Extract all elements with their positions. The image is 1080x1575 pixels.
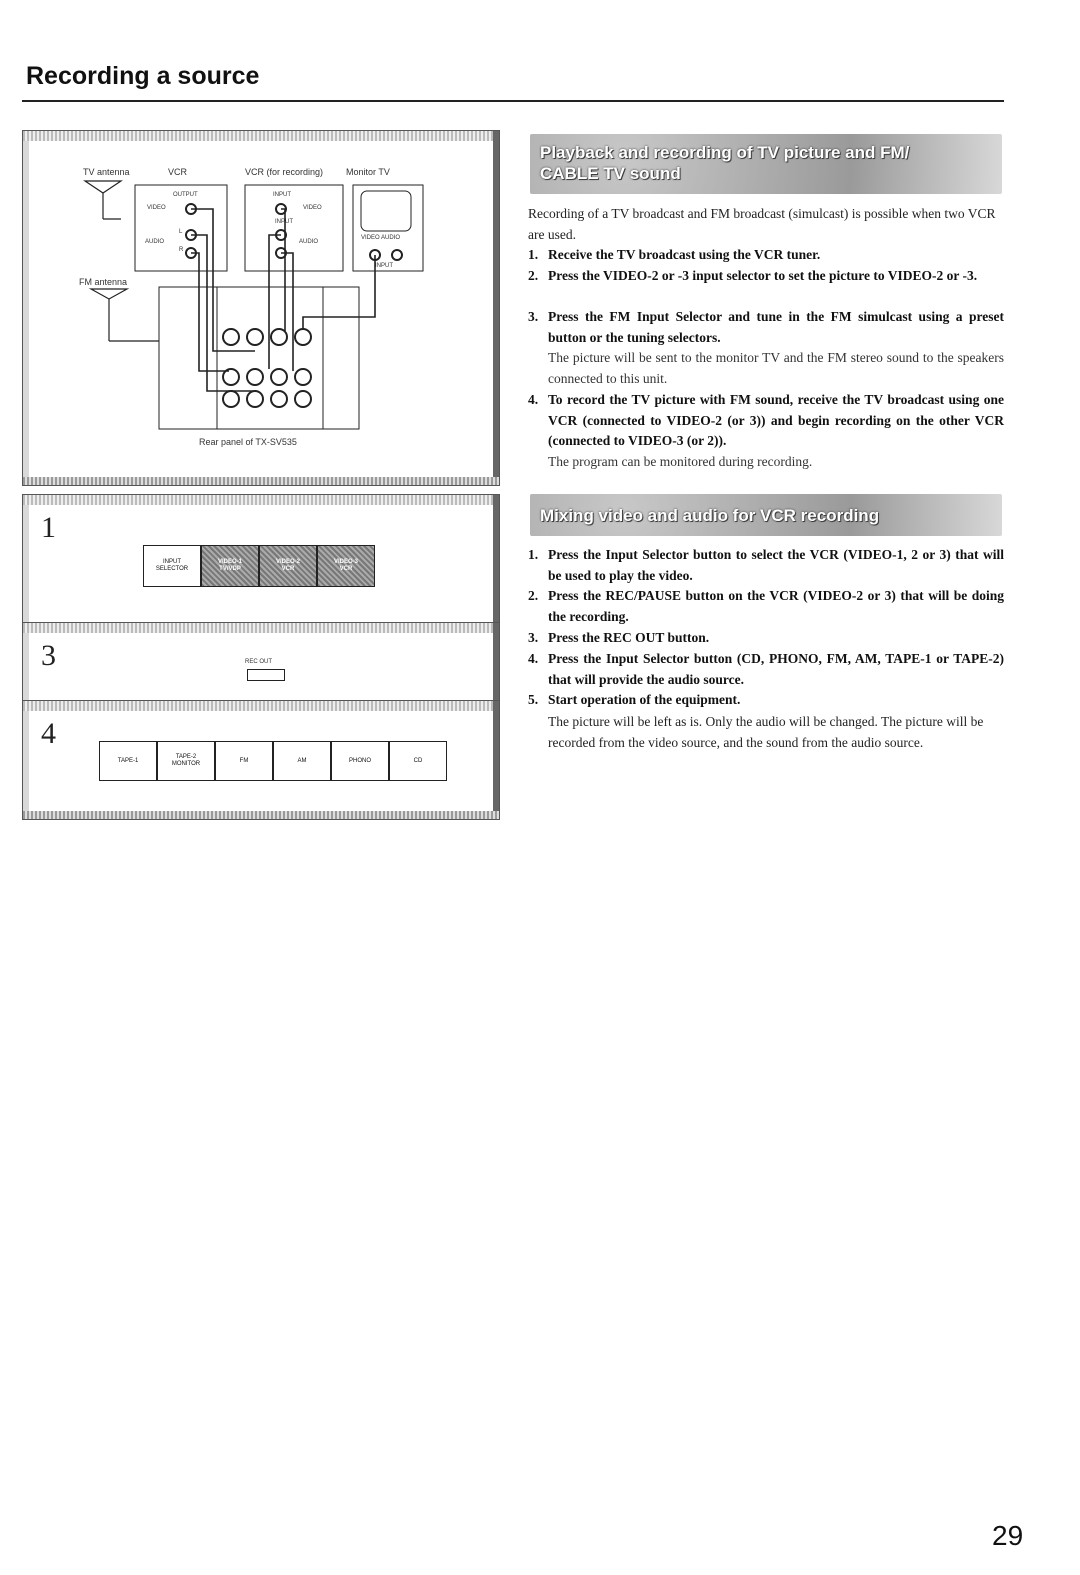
video-audio-label-tv: VIDEO AUDIO — [361, 235, 401, 241]
step3-panel — [22, 622, 500, 708]
section2-item-1: 1. Press the Input Selector button to select the VCR (VIDEO-1, 2 or 3) that will be used to play the video. — [528, 547, 1004, 583]
cd-button[interactable]: CD — [389, 741, 447, 781]
section1-intro: Recording of a TV broadcast and FM broadcast (simulcast) is possible when two VCR are used. — [528, 206, 996, 242]
connection-diagram-panel — [22, 130, 500, 486]
step4-panel — [22, 700, 500, 820]
vcr-label: VCR — [168, 167, 188, 177]
output-label: OUTPUT — [173, 192, 198, 198]
section1-item-3: 3. Press the FM Input Selector and tune in the FM simulcast using a preset button or the tuning selectors. The picture will be sent to the monitor TV and the FM stereo sound to the speakers connected to this unit. — [528, 309, 1004, 386]
input-selector-label: INPUT SELECTOR — [143, 545, 201, 587]
vcr-recording-box — [245, 185, 343, 271]
vcr-recording-label: VCR (for recording) — [245, 167, 324, 177]
page-number: 29 — [992, 1520, 1024, 1551]
r-label-vcr: R — [179, 247, 184, 253]
phono-button[interactable]: PHONO — [331, 741, 389, 781]
video-label-vcr2: VIDEO — [303, 205, 322, 211]
rear-panel-caption: Rear panel of TX-SV535 — [199, 437, 297, 447]
fm-antenna-icon — [91, 289, 163, 341]
video-1-button[interactable]: VIDEO-1 TV/VDP — [201, 545, 259, 587]
section1-heading-line2: CABLE TV sound — [540, 164, 681, 183]
audio-label-vcr: AUDIO — [145, 239, 165, 245]
step3-number: 3 — [41, 639, 56, 672]
tape-1-button[interactable]: TAPE-1 — [99, 741, 157, 781]
input-label-vcr2b: INPUT — [275, 219, 293, 225]
wiring-diagram — [23, 131, 499, 485]
rec-out-button[interactable] — [247, 669, 285, 681]
section1-item-4: 4. To record the TV picture with FM sound, receive the TV broadcast using one VCR (connected to VIDEO-2 (or 3)) and begin recording on the other VCR (connected to VIDEO-3 (or 2)). The program can be monitored during recording. — [528, 392, 1004, 469]
input-label-vcr2: INPUT — [273, 192, 291, 198]
rec-out-label: REC OUT — [245, 659, 272, 665]
section2-item-2: 2. Press the REC/PAUSE button on the VCR (VIDEO-2 or 3) that will be doing the recording. — [528, 588, 1004, 624]
section2-heading: Mixing video and audio for VCR recording — [540, 506, 880, 525]
audio-label-vcr2: AUDIO — [299, 239, 319, 245]
tv-antenna-label: TV antenna — [83, 167, 130, 177]
input-label-tv: INPUT — [375, 263, 393, 269]
monitor-tv-label: Monitor TV — [346, 167, 390, 177]
rear-panel — [159, 287, 359, 429]
section1-heading — [540, 142, 909, 184]
section1-item-2: 2. Press the VIDEO-2 or -3 input selector to set the picture to VIDEO-2 or -3. — [528, 268, 978, 283]
page-title: Recording a source — [26, 62, 260, 90]
title-rule — [22, 100, 1004, 102]
step4-number: 4 — [41, 717, 56, 750]
step1-panel — [22, 494, 500, 634]
section2-item-4: 4. Press the Input Selector button (CD, PHONO, FM, AM, TAPE-1 or TAPE-2) that will provide the audio source. — [528, 651, 1004, 687]
tape-2-monitor-button[interactable]: TAPE-2 MONITOR — [157, 741, 215, 781]
section1-item-1: 1. Receive the TV broadcast using the VCR tuner. — [528, 247, 821, 262]
section2-outro: The picture will be left as is. Only the audio will be changed. The picture will be recorded from the video source, and the sound from the audio source. — [548, 714, 984, 750]
video-2-button[interactable]: VIDEO-2 VCR — [259, 545, 317, 587]
fm-button[interactable]: FM — [215, 741, 273, 781]
section1-heading-line1: Playback and recording of TV picture and FM/ — [540, 143, 910, 162]
section2-item-3: 3. Press the REC OUT button. — [528, 630, 710, 645]
video-label-vcr: VIDEO — [147, 205, 166, 211]
tv-antenna-icon — [85, 181, 121, 219]
video-3-button[interactable]: VIDEO-3 VCR — [317, 545, 375, 587]
step1-number: 1 — [41, 511, 56, 544]
section2-item-5: 5. Start operation of the equipment. — [528, 692, 741, 707]
l-label-vcr: L — [179, 229, 183, 235]
fm-antenna-label: FM antenna — [79, 277, 128, 287]
am-button[interactable]: AM — [273, 741, 331, 781]
